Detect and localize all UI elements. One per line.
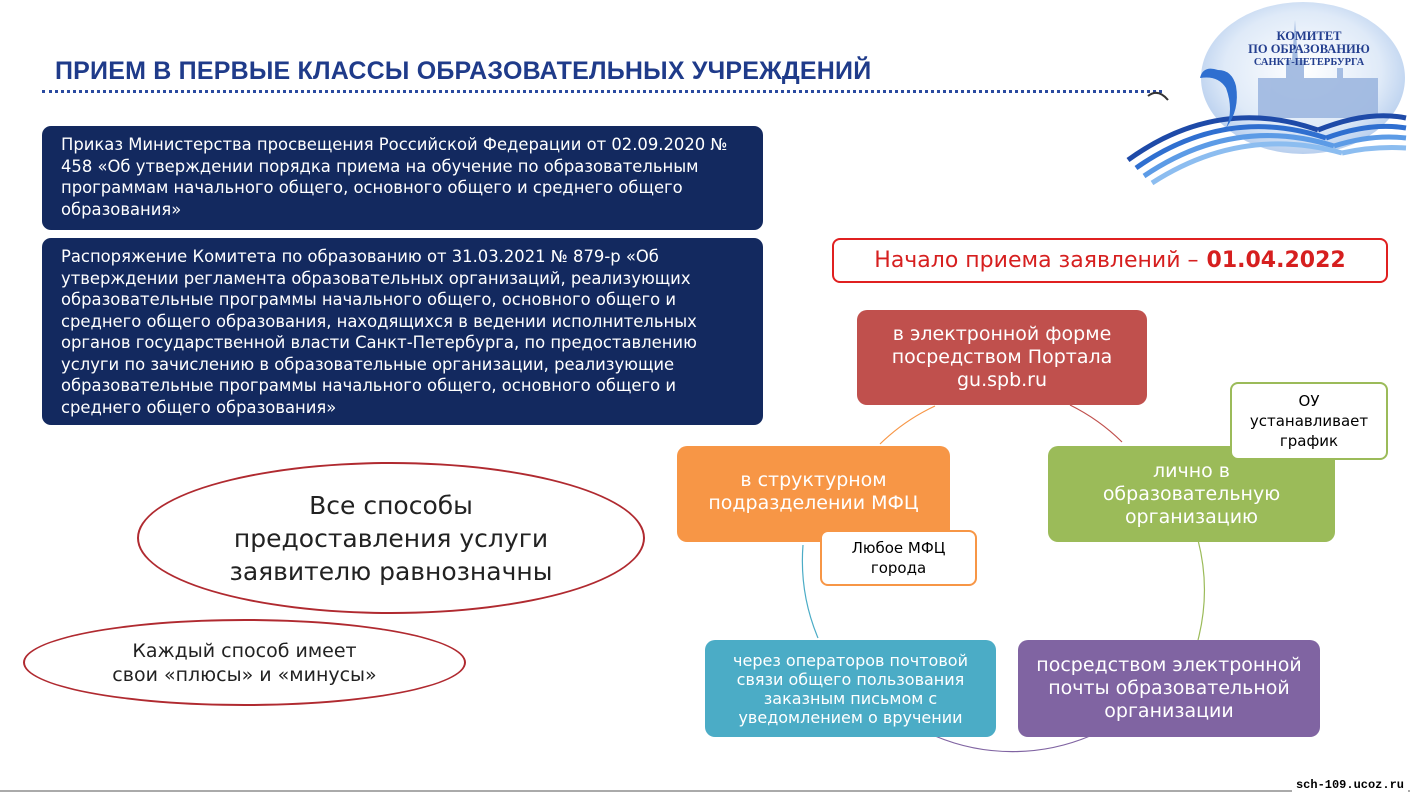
- method-in-person: [1048, 446, 1335, 542]
- method-portal: [857, 310, 1147, 405]
- start-label: Начало приема заявлений –: [874, 248, 1199, 273]
- method-in-person-line: организацию: [1124, 505, 1259, 528]
- title-divider: [42, 90, 1162, 93]
- ellipse-pros-cons: [23, 619, 466, 706]
- page-title: ПРИЕМ В ПЕРВЫЕ КЛАССЫ ОБРАЗОВАТЕЛЬНЫХ УЧРЕЖДЕНИЙ: [55, 57, 872, 85]
- method-email: [1018, 640, 1320, 737]
- callout-mfc-line: города: [870, 559, 927, 577]
- callout-schedule-line: график: [1279, 432, 1339, 450]
- method-email-line: организации: [1104, 700, 1234, 722]
- callout-schedule-line: устанавливает: [1249, 412, 1369, 430]
- method-mfc-line: в структурном: [740, 469, 887, 491]
- ellipse-equal-line: предоставления услуги: [233, 523, 549, 553]
- callout-schedule: [1230, 382, 1388, 460]
- method-in-person-line: образовательную: [1102, 482, 1281, 505]
- method-email-line: почты образовательной: [1048, 677, 1290, 699]
- document-order-458: Приказ Министерства просвещения Российской Федерации от 02.09.2020 № 458 «Об утверждении порядка приема на обучение по образовательным программам начального общего, основного общего и среднего общего образования»: [42, 126, 763, 230]
- document-order-879: Распоряжение Комитета по образованию от 31.03.2021 № 879-р «Об утверждении регламента образовательных организаций, реализующих образовательные программы начального общего, основного общего и среднего общего образования, находящихся в ведении исполнительных органов государственной власти Санкт-Петербурга, по предоставлению услуги по зачислению в образовательные организации, реализующие образовательные программы начального общего, основного общего и среднего общего образования»: [42, 238, 763, 425]
- method-post-line: уведомлением о вручении: [738, 707, 963, 727]
- callout-mfc-line: Любое МФЦ: [851, 539, 946, 557]
- method-post-line: связи общего пользования: [736, 669, 965, 689]
- method-post-line: заказным письмом с: [763, 688, 938, 708]
- method-mfc: [677, 446, 950, 542]
- method-post: [705, 640, 996, 737]
- method-post-line: через операторов почтовой: [733, 650, 968, 670]
- ellipse-equal-line: заявителю равнозначны: [229, 556, 553, 586]
- callout-schedule-line: ОУ: [1298, 392, 1320, 410]
- ellipse-pros-line: Каждый способ имеет: [132, 639, 357, 662]
- callout-any-mfc: [820, 530, 977, 586]
- ellipse-equal-line: Все способы: [309, 490, 473, 520]
- method-in-person-line: лично в: [1152, 459, 1230, 482]
- logo-line-1: КОМИТЕТ: [1276, 29, 1342, 43]
- start-date: 01.04.2022: [1206, 248, 1346, 273]
- start-date-banner: [832, 238, 1388, 283]
- method-portal-line: посредством Портала: [891, 346, 1113, 368]
- ellipse-pros-line: свои «плюсы» и «минусы»: [112, 663, 377, 686]
- method-portal-line: gu.spb.ru: [956, 369, 1048, 391]
- ellipse-all-equal: [137, 462, 645, 614]
- site-watermark: sch-109.ucoz.ru: [1292, 777, 1408, 793]
- logo-line-3: САНКТ-ПЕТЕРБУРГА: [1253, 57, 1365, 68]
- method-mfc-line: подразделении МФЦ: [708, 492, 919, 514]
- method-portal-line: в электронной форме: [892, 323, 1112, 345]
- logo-line-2: ПО ОБРАЗОВАНИЮ: [1248, 42, 1370, 56]
- slide-bottom-edge: [0, 790, 1410, 792]
- method-email-line: посредством электронной: [1036, 654, 1302, 676]
